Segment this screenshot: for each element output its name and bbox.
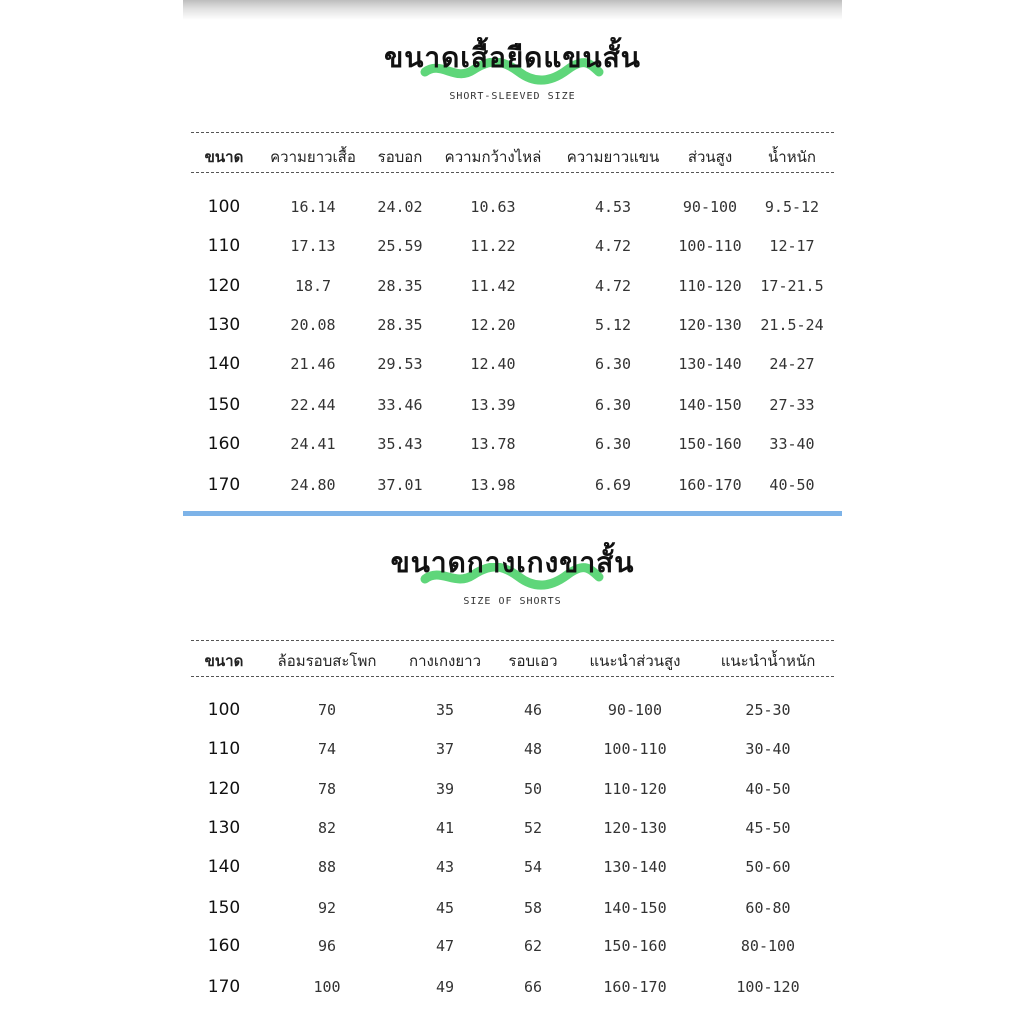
table-cell: 52: [523, 819, 543, 837]
header-hip: ล้อมรอบสะโพก: [277, 652, 377, 670]
table-cell: 20.08: [290, 316, 336, 334]
table-cell: 120-130: [603, 819, 667, 837]
table-cell: 30-40: [745, 740, 791, 758]
size-cell: 170: [207, 977, 241, 997]
header-size: ขนาด: [204, 148, 244, 166]
table-cell: 140-150: [678, 396, 742, 414]
table-cell: 29.53: [377, 355, 423, 373]
table-cell: 150-160: [603, 937, 667, 955]
table-cell: 28.35: [377, 277, 423, 295]
table-cell: 17.13: [290, 237, 336, 255]
table-cell: 12.20: [470, 316, 516, 334]
shirts-header-top-rule: [191, 132, 834, 133]
table-cell: 24.41: [290, 435, 336, 453]
header-pants-length: กางเกงยาว: [409, 652, 481, 670]
table-cell: 39: [435, 780, 455, 798]
table-cell: 100-110: [603, 740, 667, 758]
table-cell: 9.5-12: [764, 198, 820, 216]
shirts-title: ขนาดเสื้อยืดแขนสั้น: [384, 41, 641, 74]
table-cell: 25-30: [745, 701, 791, 719]
table-cell: 80-100: [740, 937, 796, 955]
table-cell: 74: [317, 740, 337, 758]
table-cell: 6.30: [594, 355, 632, 373]
table-cell: 54: [523, 858, 543, 876]
table-cell: 16.14: [290, 198, 336, 216]
table-cell: 37.01: [377, 476, 423, 494]
table-cell: 140-150: [603, 899, 667, 917]
header-height: ส่วนสูง: [687, 148, 733, 166]
shorts-title: ขนาดกางเกงขาสั้น: [390, 546, 635, 579]
table-cell: 27-33: [769, 396, 815, 414]
top-shadow: [183, 0, 842, 20]
table-cell: 92: [317, 899, 337, 917]
header-recommended-height: แนะนำส่วนสูง: [589, 652, 681, 670]
table-cell: 110-120: [603, 780, 667, 798]
size-cell: 130: [207, 315, 241, 335]
table-cell: 70: [317, 701, 337, 719]
size-cell: 120: [207, 779, 241, 799]
table-cell: 11.22: [470, 237, 516, 255]
table-cell: 18.7: [294, 277, 332, 295]
table-cell: 6.30: [594, 396, 632, 414]
shorts-subtitle: SIZE OF SHORTS: [463, 596, 562, 607]
size-cell: 100: [207, 197, 241, 217]
table-cell: 88: [317, 858, 337, 876]
table-cell: 66: [523, 978, 543, 996]
table-cell: 24.80: [290, 476, 336, 494]
table-cell: 58: [523, 899, 543, 917]
shorts-header-bottom-rule: [191, 676, 834, 677]
size-cell: 140: [207, 857, 241, 877]
header-sleeve-length: ความยาวแขน: [566, 148, 660, 166]
table-cell: 21.5-24: [760, 316, 824, 334]
table-cell: 12.40: [470, 355, 516, 373]
shirts-header-bottom-rule: [191, 172, 834, 173]
table-cell: 22.44: [290, 396, 336, 414]
table-cell: 21.46: [290, 355, 336, 373]
table-cell: 33.46: [377, 396, 423, 414]
table-cell: 4.53: [594, 198, 632, 216]
table-cell: 13.98: [470, 476, 516, 494]
table-cell: 13.78: [470, 435, 516, 453]
size-cell: 130: [207, 818, 241, 838]
table-cell: 4.72: [594, 237, 632, 255]
table-cell: 49: [435, 978, 455, 996]
size-cell: 150: [207, 395, 241, 415]
table-cell: 150-160: [678, 435, 742, 453]
table-cell: 82: [317, 819, 337, 837]
header-waist: รอบเอว: [508, 652, 558, 670]
table-cell: 46: [523, 701, 543, 719]
table-cell: 12-17: [769, 237, 815, 255]
section-divider: [183, 511, 842, 516]
table-cell: 28.35: [377, 316, 423, 334]
table-cell: 100-110: [678, 237, 742, 255]
size-chart-page: [183, 0, 842, 1024]
table-cell: 60-80: [745, 899, 791, 917]
header-shoulder-width: ความกว้างไหล่: [444, 148, 542, 166]
table-cell: 10.63: [470, 198, 516, 216]
table-cell: 45: [435, 899, 455, 917]
table-cell: 25.59: [377, 237, 423, 255]
table-cell: 35: [435, 701, 455, 719]
table-cell: 50: [523, 780, 543, 798]
header-recommended-weight: แนะนำน้ำหนัก: [720, 652, 816, 670]
table-cell: 40-50: [769, 476, 815, 494]
table-cell: 33-40: [769, 435, 815, 453]
table-cell: 6.69: [594, 476, 632, 494]
size-cell: 150: [207, 898, 241, 918]
size-cell: 140: [207, 354, 241, 374]
table-cell: 160-170: [678, 476, 742, 494]
table-cell: 43: [435, 858, 455, 876]
header-size: ขนาด: [204, 652, 244, 670]
table-cell: 48: [523, 740, 543, 758]
table-cell: 78: [317, 780, 337, 798]
table-cell: 35.43: [377, 435, 423, 453]
table-cell: 40-50: [745, 780, 791, 798]
table-cell: 5.12: [594, 316, 632, 334]
table-cell: 110-120: [678, 277, 742, 295]
table-cell: 100-120: [736, 978, 800, 996]
shirts-subtitle: SHORT-SLEEVED SIZE: [449, 91, 576, 102]
table-cell: 11.42: [470, 277, 516, 295]
table-cell: 100: [313, 978, 341, 996]
header-shirt-length: ความยาวเสื้อ: [270, 148, 356, 166]
table-cell: 47: [435, 937, 455, 955]
size-cell: 100: [207, 700, 241, 720]
table-cell: 4.72: [594, 277, 632, 295]
table-cell: 24.02: [377, 198, 423, 216]
table-cell: 130-140: [678, 355, 742, 373]
size-cell: 160: [207, 936, 241, 956]
table-cell: 37: [435, 740, 455, 758]
size-cell: 160: [207, 434, 241, 454]
table-cell: 13.39: [470, 396, 516, 414]
shorts-header-top-rule: [191, 640, 834, 641]
table-cell: 41: [435, 819, 455, 837]
size-cell: 170: [207, 475, 241, 495]
table-cell: 160-170: [603, 978, 667, 996]
table-cell: 50-60: [745, 858, 791, 876]
size-cell: 110: [207, 236, 241, 256]
header-chest: รอบอก: [377, 148, 423, 166]
table-cell: 24-27: [769, 355, 815, 373]
table-cell: 62: [523, 937, 543, 955]
table-cell: 6.30: [594, 435, 632, 453]
size-cell: 120: [207, 276, 241, 296]
table-cell: 17-21.5: [760, 277, 824, 295]
table-cell: 90-100: [607, 701, 663, 719]
table-cell: 130-140: [603, 858, 667, 876]
table-cell: 45-50: [745, 819, 791, 837]
table-cell: 90-100: [682, 198, 738, 216]
size-cell: 110: [207, 739, 241, 759]
header-weight: น้ำหนัก: [768, 148, 816, 166]
table-cell: 96: [317, 937, 337, 955]
table-cell: 120-130: [678, 316, 742, 334]
